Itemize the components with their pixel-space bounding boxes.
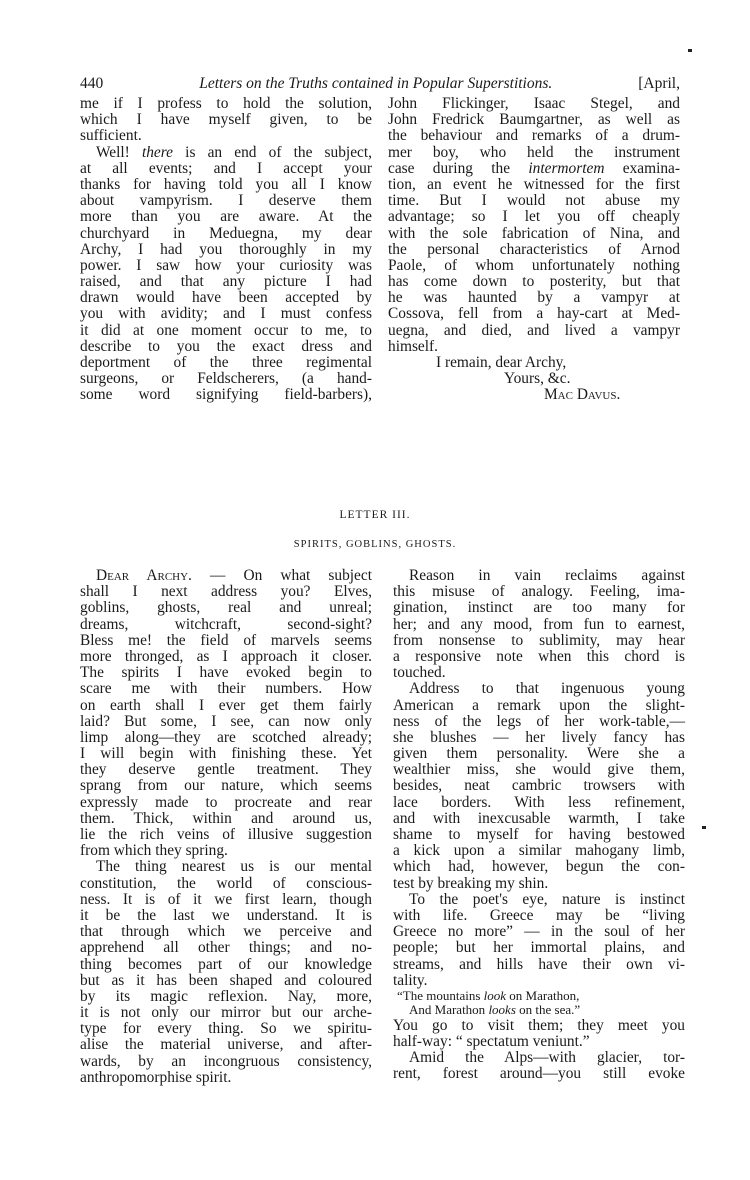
text-line: about vampyrism. I deserve them — [80, 192, 372, 210]
running-header — [80, 72, 680, 96]
text-line: apprehend all other things; and no- — [80, 939, 372, 957]
text-line: shall I next address you? Elves, — [80, 583, 372, 601]
text-line: time. But I would not abuse my — [388, 192, 680, 210]
text-line: that through which we perceive and — [80, 923, 372, 941]
text-line: Amid the Alps—with glacier, tor- — [409, 1049, 685, 1067]
text-line: mer boy, who held the instrument — [388, 143, 680, 161]
text-line: Well! there is an end of the subject, — [96, 143, 372, 161]
text-line: power. I saw how your curiosity was — [80, 256, 372, 274]
lower-columns — [80, 568, 685, 1086]
text-fragment: “The mountains — [397, 987, 484, 1003]
lower-left-column — [80, 568, 372, 1086]
letter-closing — [388, 355, 680, 404]
text-line: You go to visit them; they meet you — [393, 1016, 685, 1034]
text-line: she blushes — her lively fancy has — [393, 728, 685, 746]
text-line: has come down to posterity, but that — [388, 273, 680, 291]
text-line: Cossova, fell from a hay-cart at Med- — [388, 305, 680, 323]
text-line: describe to you the exact dress and — [80, 337, 372, 355]
text-line: half-way: “ spectatum veniunt.” — [393, 1033, 590, 1051]
text-line: a kick upon a similar mahogany limb, — [393, 842, 685, 860]
text-line: Paole, of whom unfortunately nothing — [388, 256, 680, 274]
text-line: more than you are aware. At the — [80, 208, 372, 226]
text-line: Address to that ingenuous young — [409, 680, 685, 698]
text-line: type for every thing. So we spiritu- — [80, 1020, 372, 1038]
text-line: drawn would have been accepted by — [80, 289, 372, 307]
text-line: churchyard in Meduegna, my dear — [80, 224, 372, 242]
text-line: people; but her immortal plains, and — [393, 939, 685, 957]
text-line: rent, forest around—you still evoke — [393, 1065, 685, 1083]
running-title: Letters on the Truths contained in Popular Superstitions. — [199, 75, 553, 92]
text-line: with the sole fabrication of Nina, and — [388, 224, 680, 242]
text-line: which I have myself given, to be — [80, 111, 372, 129]
verse-line — [397, 989, 685, 1004]
text-line: wards, by an incongruous consistency, — [80, 1052, 372, 1070]
emphasis: looks — [488, 1002, 516, 1018]
text-line: goblins, ghosts, real and unreal; — [80, 599, 372, 617]
text-line: sufficient. — [80, 127, 142, 145]
text-line: scare me with their numbers. How — [80, 680, 372, 698]
scan-speck — [702, 826, 706, 829]
text-fragment: on the sea.” — [515, 1002, 581, 1018]
upper-left-column — [80, 96, 372, 404]
text-line: it is not only our mirror but our arche- — [80, 1004, 372, 1022]
text-line: thanks for having told you all I know — [80, 175, 372, 193]
text-line: it did at one moment occur to me, to — [80, 321, 372, 339]
text-line: surgeons, or Feldscherers, (a hand- — [80, 370, 372, 388]
text-line: deportment of the three regimental — [80, 354, 372, 371]
text-line: touched. — [393, 664, 446, 682]
text-line: the behaviour and remarks of a drum- — [388, 127, 680, 145]
text-line: American a remark upon the slight- — [393, 696, 685, 714]
text-line: a responsive note when this chord is — [393, 647, 685, 665]
text-line: the personal characteristics of Arnod — [388, 240, 680, 258]
text-line: given them personality. Were she a — [393, 745, 685, 763]
text-line: To the poet's eye, nature is instinct — [409, 890, 685, 908]
text-line: The spirits I have evoked begin to — [80, 664, 372, 682]
text-line: he was haunted by a vampyr at — [388, 289, 680, 307]
text-line: Archy, I had you thoroughly in my — [80, 240, 372, 258]
text-line: advantage; so I let you off cheaply — [388, 208, 680, 226]
text-line: anthropomorphise spirit. — [80, 1068, 232, 1086]
text-line: her; and any mood, from fun to earnest, — [393, 615, 685, 633]
text-line: himself. — [388, 337, 439, 355]
letter-heading: LETTER III. — [339, 509, 411, 521]
closing-line: I remain, dear Archy, — [436, 354, 567, 371]
text-line: besides, neat cambric trowsers with — [393, 777, 685, 795]
text-line: at all events; and I accept your — [80, 159, 372, 177]
text-line: streams, and hills have their own vi- — [393, 955, 685, 973]
text-fragment: And Marathon — [409, 1002, 489, 1018]
text-line: I will begin with finishing these. Yet — [80, 745, 372, 763]
text-line: and with inexcusable warmth, I take — [393, 809, 685, 827]
text-line: on earth shall I ever get them fairly — [80, 696, 372, 714]
text-line: limp along—they are scotched already; — [80, 728, 372, 746]
text-line: ness of the legs of her work-table,— — [393, 712, 685, 730]
text-line: case during the intermortem examina- — [388, 159, 681, 177]
text-line: thing becomes part of our knowledge — [80, 955, 372, 973]
text-line: it be the last we understand. It is — [80, 906, 372, 924]
upper-columns — [80, 96, 680, 404]
text-line: some word signifying field-barbers), — [80, 386, 372, 404]
text-fragment: on Marathon, — [506, 987, 580, 1003]
text-line: ness. It is of it we first learn, though — [80, 890, 372, 908]
text-line: expressly made to procreate and rear — [80, 793, 372, 811]
text-line: me if I profess to hold the solution, — [80, 95, 372, 112]
text-line: laid? But some, I see, can now only — [80, 712, 372, 730]
page — [80, 72, 680, 404]
emphasis: intermortem — [528, 159, 605, 177]
text-line: John Fredrick Baumgartner, as well as — [388, 111, 680, 129]
text-line: constitution, the world of conscious- — [80, 874, 372, 892]
text-fragment: — On what subject — [191, 567, 372, 584]
text-line: raised, and that any picture I had — [80, 273, 372, 291]
letter-subheading: SPIRITS, GOBLINS, GHOSTS. — [293, 539, 457, 550]
text-line: from which they spring. — [80, 842, 228, 860]
text-line: Bless me! the field of marvels seems — [80, 631, 372, 649]
text-line — [80, 568, 372, 584]
text-line: sprang from our nature, which seems — [80, 777, 372, 795]
scan-speck — [688, 49, 692, 52]
text-line: The thing nearest us is our mental — [96, 858, 372, 876]
page-number: 440 — [80, 75, 104, 92]
text-line: but as it has been shaped and coloured — [80, 971, 372, 989]
issue-month: [April, — [638, 75, 680, 92]
text-line: test by breaking my shin. — [393, 874, 549, 892]
text-line: Reason in vain reclaims against — [409, 567, 685, 584]
text-line: Greece no more” — in the soul of her — [393, 923, 685, 941]
emphasis: look — [483, 987, 507, 1003]
signature: Mac Davus. — [544, 386, 621, 404]
text-line: more thronged, as I approach it closer. — [80, 647, 372, 665]
text-line: alise the material universe, and after- — [80, 1036, 372, 1054]
text-line: which had, however, begun the con- — [393, 858, 685, 876]
text-line: them. Thick, within and around us, — [80, 809, 372, 827]
text-line: wealthier miss, she would give them, — [393, 761, 685, 779]
text-line: by its magic reflexion. Nay, more, — [80, 987, 372, 1005]
text-line: gination, instinct are too many for — [393, 599, 685, 617]
upper-right-column — [388, 96, 680, 404]
text-line: shame to myself for having bestowed — [393, 826, 685, 843]
text-line: tion, an event he witnessed for the first — [388, 175, 680, 193]
text-line: dreams, witchcraft, second-sight? — [80, 615, 372, 633]
verse-quotation — [393, 989, 685, 1018]
text-line: tality. — [393, 971, 428, 989]
emphasis: there — [141, 143, 174, 161]
text-line: you with avidity; and I must confess — [80, 305, 372, 323]
salutation: Dear Archy. — [96, 567, 192, 584]
text-line: lie the rich veins of illusive suggestion — [80, 826, 372, 843]
text-line: this misuse of analogy. Feeling, ima- — [393, 583, 685, 601]
text-line: lace borders. With less refinement, — [393, 793, 685, 811]
text-line: uegna, and died, and lived a vampyr — [388, 321, 680, 339]
lower-right-column — [393, 568, 685, 1086]
closing-line: Yours, &c. — [504, 370, 571, 388]
text-line: they deserve gentle treatment. They — [80, 761, 372, 779]
text-line: from nonsense to sublimity, may hear — [393, 631, 685, 649]
text-line: with life. Greece may be “living — [393, 906, 685, 924]
text-line: John Flickinger, Isaac Stegel, and — [388, 95, 680, 112]
verse-line — [397, 1003, 685, 1018]
